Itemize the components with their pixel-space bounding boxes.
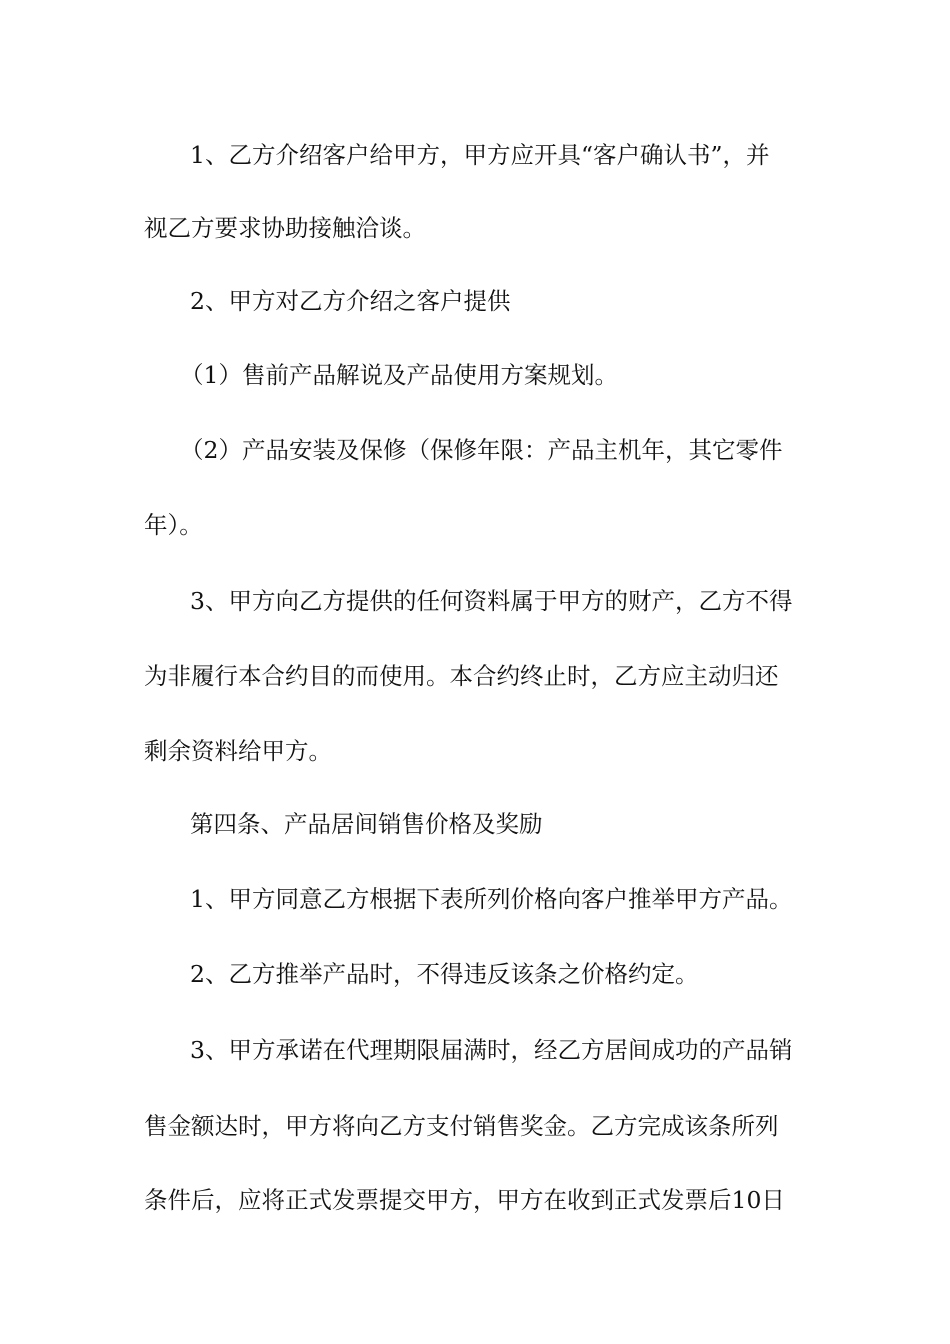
text-line: 为非履行本合约目的而使用。本合约终止时，乙方应主动归还: [144, 662, 779, 690]
text-line: 3、甲方向乙方提供的任何资料属于甲方的财产，乙方不得: [190, 587, 793, 615]
text-line: 2、乙方推举产品时，不得违反该条之价格约定。: [190, 960, 699, 988]
text-line: 1、甲方同意乙方根据下表所列价格向客户推举甲方产品。: [190, 885, 793, 913]
text-line: 售金额达时，甲方将向乙方支付销售奖金。乙方完成该条所列: [144, 1112, 779, 1140]
text-line: 3、甲方承诺在代理期限届满时，经乙方居间成功的产品销: [190, 1036, 793, 1064]
section-heading: 第四条、产品居间销售价格及奖励: [190, 810, 543, 838]
text-line: 1、乙方介绍客户给甲方，甲方应开具“客户确认书”，并: [190, 141, 770, 169]
text-line: 剩余资料给甲方。: [144, 737, 332, 765]
text-line: （1）售前产品解说及产品使用方案规划。: [180, 361, 618, 389]
text-line: （2）产品安装及保修（保修年限：产品主机年，其它零件: [180, 436, 783, 464]
text-line: 年）。: [144, 511, 203, 539]
text-line: 条件后，应将正式发票提交甲方，甲方在收到正式发票后10日: [144, 1186, 785, 1214]
text-line: 2、甲方对乙方介绍之客户提供: [190, 287, 511, 315]
text-line: 视乙方要求协助接触洽谈。: [144, 214, 426, 242]
